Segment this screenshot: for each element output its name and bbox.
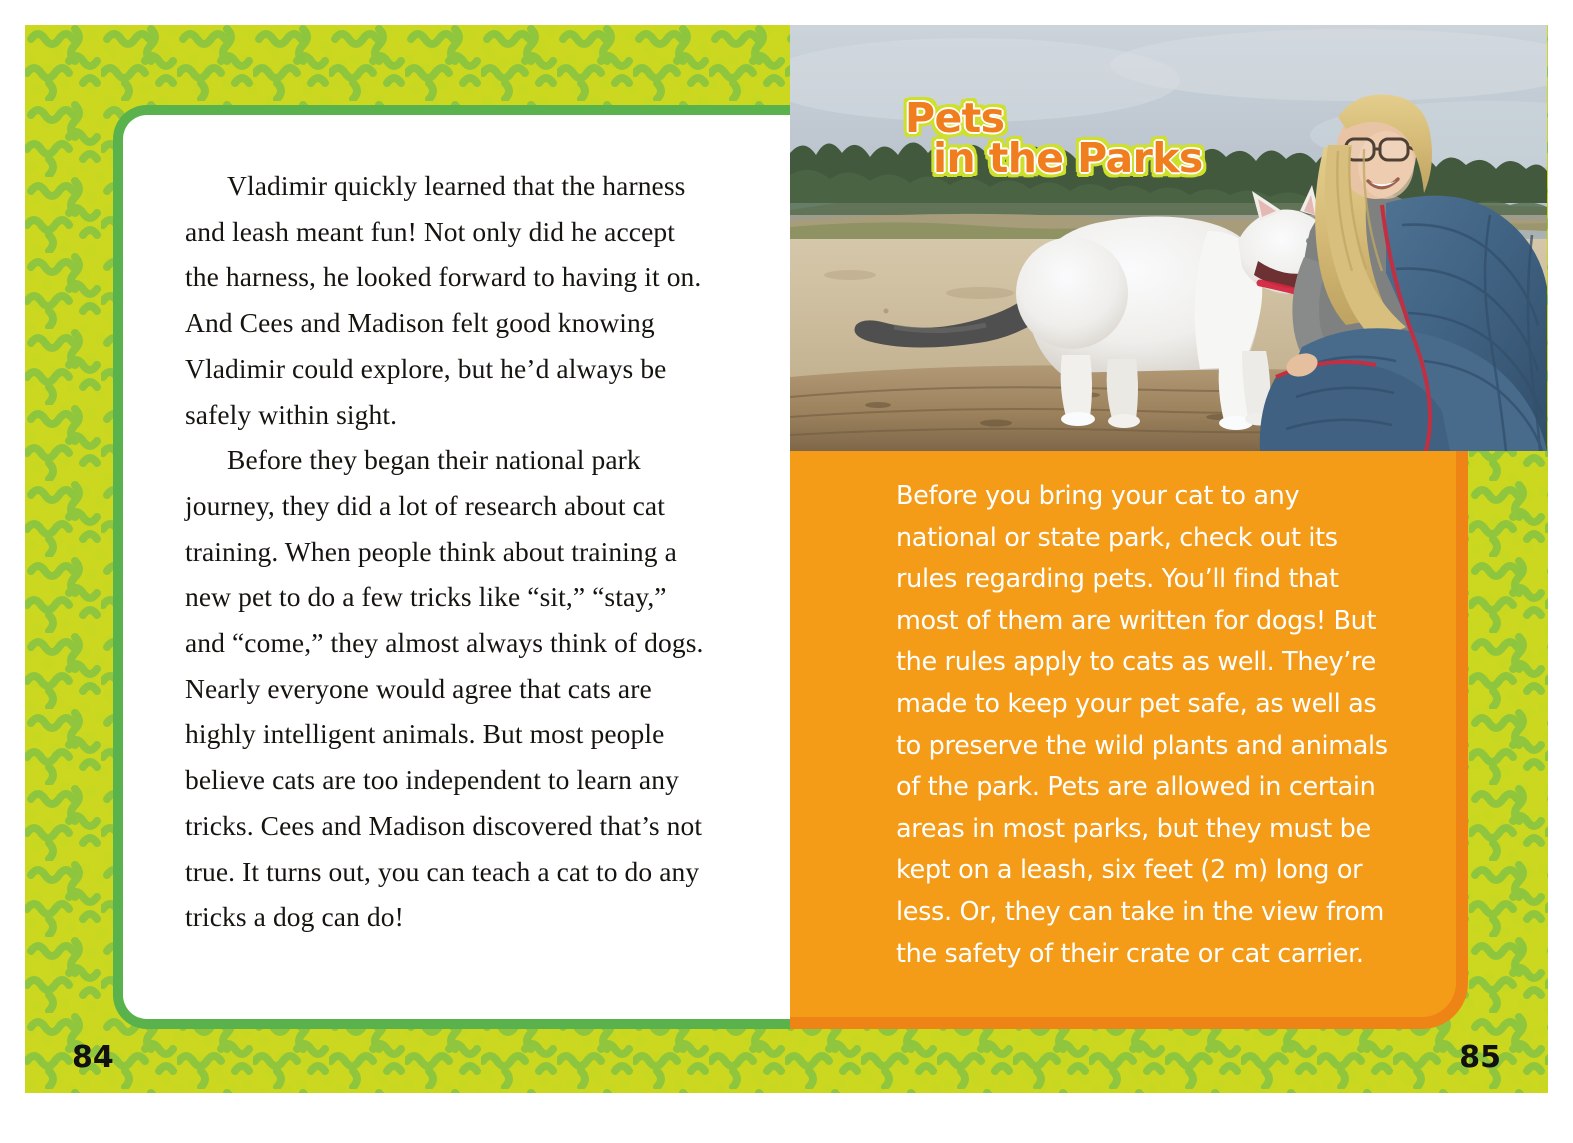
page-number-right: 85 [1459, 1040, 1501, 1075]
beach-cat-photo [790, 25, 1547, 451]
story-paragraph-2: Before they began their national park journey, they did a lot of research about cat training. When people think about training a new pet to do a few tricks like “sit,” “stay,” and “come,” they almost always think of dogs. Nearly everyone would agree that cats are highly intelligent animals. But most people believe cats are too independent to learn any tricks. Cees and Madison discovered that’s not true. It turns out, you can teach a cat to do any tricks a dog can do! [185, 444, 704, 933]
left-text-card [113, 105, 790, 1029]
title-line-2: in the Parks [933, 134, 1203, 182]
left-text-body [185, 163, 705, 940]
title-line-1: Pets [905, 94, 1005, 142]
sidebar-body-text: Before you bring your cat to any national or state park, check out its rules regarding pets. You’ll find that most of them are written for dogs! But the rules apply to cats as well. They’re made to keep your pet safe, as well as to preserve the wild plants and animals of the park. Pets are allowed in certain areas in most parks, but they must be kept on a leash, six feet (2 m) long or less. Or, they can take in the view from the safety of their crate or cat carrier. [896, 481, 1388, 969]
story-paragraph-1: Vladimir quickly learned that the harness and leash meant fun! Not only did he accept the harness, he looked forward to having it on. And Cees and Madison felt good knowing Vladimir could explore, but he’d always be safely within sight. [185, 170, 702, 430]
page-number-left: 84 [72, 1040, 114, 1075]
pets-in-parks-sidebar-panel [790, 451, 1468, 1029]
